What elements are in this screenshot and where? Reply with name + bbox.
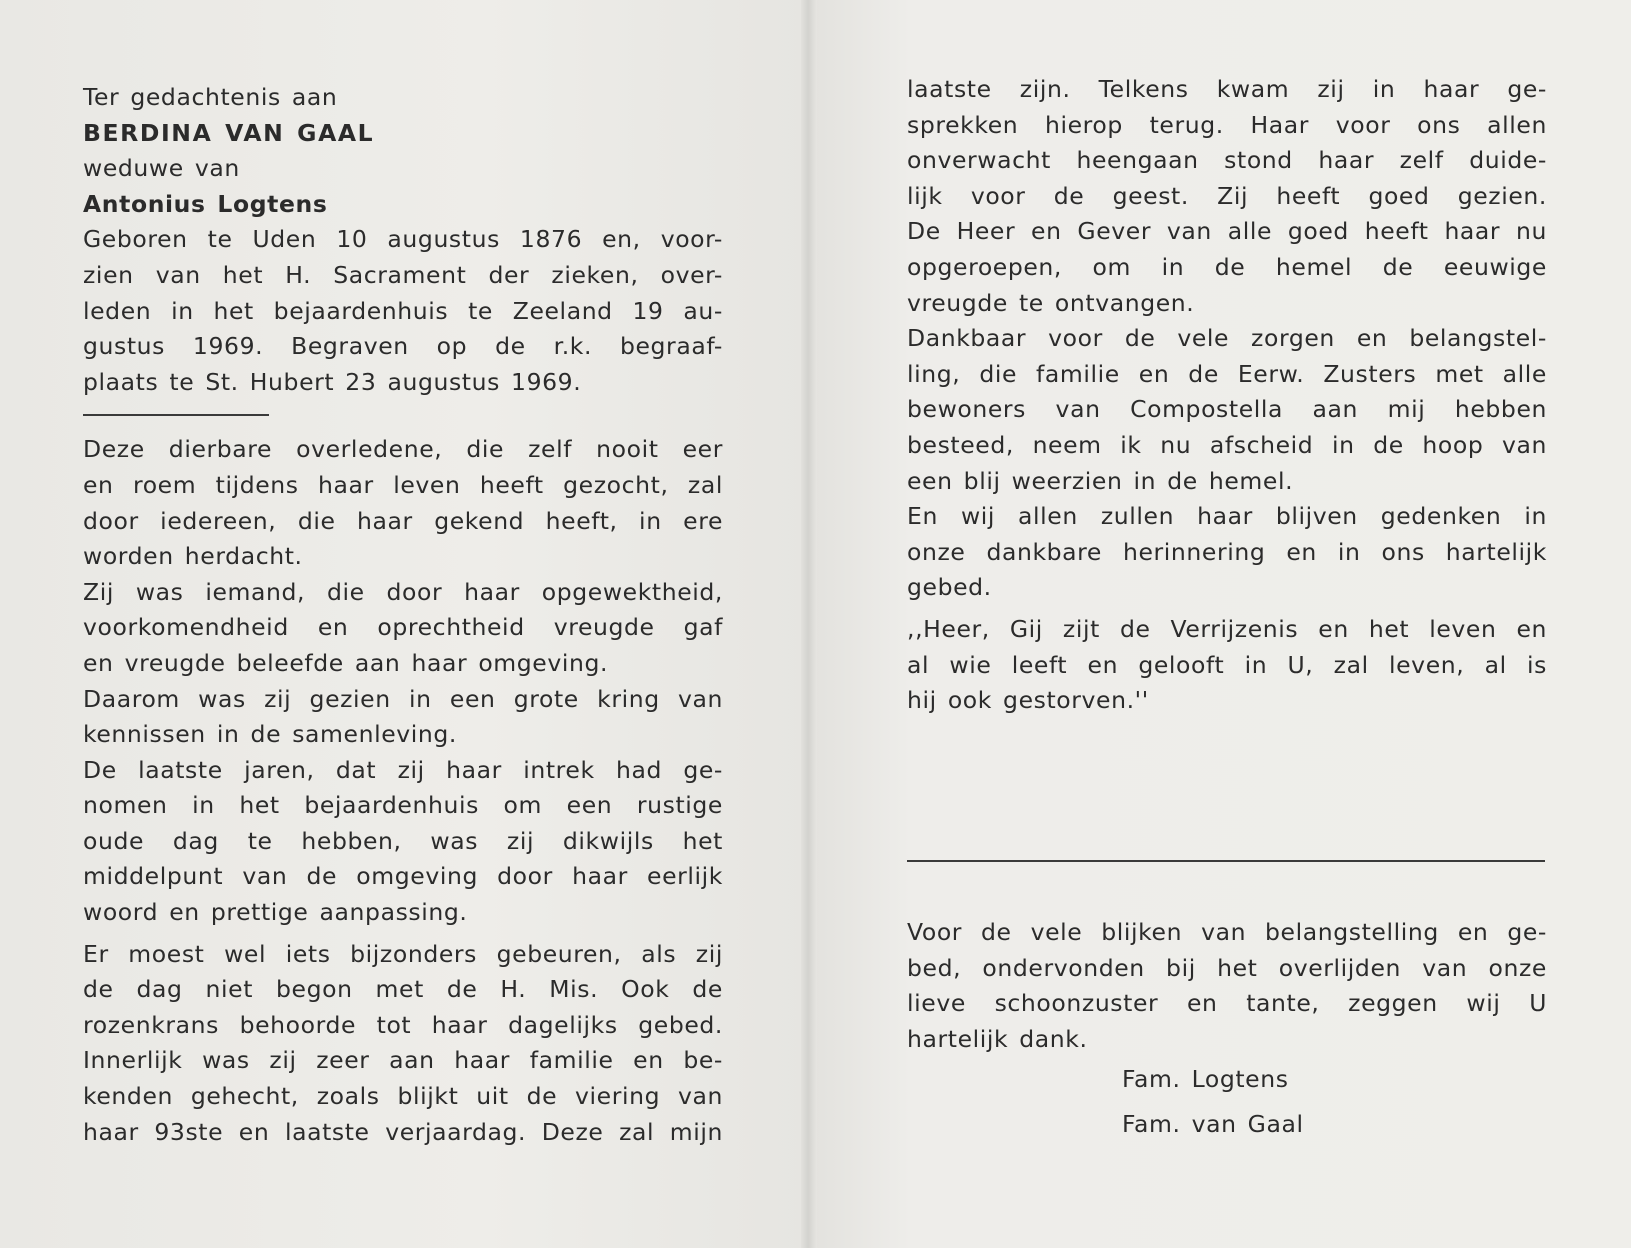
text-line: en roem tijdens haar leven heeft gezocht, zal	[83, 470, 723, 499]
text-line: Geboren te Uden 10 augustus 1876 en, voor-	[83, 225, 723, 254]
text-line: en vreugde beleefde aan haar omgeving.	[83, 648, 609, 677]
text-line: vreugde te ontvangen.	[907, 288, 1195, 317]
text-line: sprekken hierop terug. Haar voor ons allen	[907, 110, 1547, 139]
text-line: gebed.	[907, 573, 992, 602]
divider-long	[907, 860, 1545, 862]
intro-line: weduwe van	[83, 154, 240, 183]
text-line: hij ook gestorven.''	[907, 686, 1149, 715]
deceased-name: BERDINA VAN GAAL	[83, 118, 375, 147]
text-line: oude dag te hebben, was zij dikwijls het	[83, 826, 723, 855]
text-line: Dankbaar voor de vele zorgen en belangstel-	[907, 324, 1547, 353]
text-line: leden in het bejaardenhuis te Zeeland 19 au-	[83, 296, 723, 325]
paragraph	[83, 432, 723, 574]
text-line: ,,Heer, Gij zijt de Verrijzenis en het leven en	[907, 614, 1547, 643]
paragraph	[83, 753, 723, 931]
text-line: door iedereen, die haar gekend heeft, in ere	[83, 506, 723, 535]
text-line: kenden gehecht, zoals blijkt uit de viering van	[83, 1082, 723, 1111]
text-line: haar 93ste en laatste verjaardag. Deze zal mijn	[83, 1117, 723, 1146]
birth-death-block	[83, 222, 723, 400]
quote-paragraph	[907, 612, 1547, 719]
paragraph	[907, 499, 1547, 606]
right-column	[907, 72, 1547, 719]
text-line: gustus 1969. Begraven op de r.k. begraaf-	[83, 332, 723, 361]
text-line: ling, die familie en de Eerw. Zusters met alle	[907, 359, 1547, 388]
text-line: Voor de vele blijken van belangstelling en ge-	[907, 918, 1547, 946]
text-line: bed, ondervonden bij het overlijden van onze	[907, 953, 1547, 982]
paragraph	[83, 682, 723, 753]
text-line: zien van het H. Sacrament der zieken, over-	[83, 260, 723, 289]
paragraph	[907, 321, 1547, 499]
text-line: nomen in het bejaardenhuis om een rustige	[83, 791, 723, 820]
text-line: Er moest wel iets bijzonders gebeuren, als zij	[83, 939, 723, 968]
intro-block	[83, 80, 723, 222]
text-line: De laatste jaren, dat zij haar intrek had ge-	[83, 755, 723, 784]
text-line: de dag niet begon met de H. Mis. Ook de	[83, 975, 723, 1004]
text-line: onverwacht heengaan stond haar zelf duide-	[907, 146, 1547, 175]
text-line: al wie leeft en gelooft in U, zal leven, al is	[907, 650, 1547, 679]
signature-logtens: Fam. Logtens	[1122, 1065, 1289, 1094]
text-line: Daarom was zij gezien in een grote kring van	[83, 684, 723, 713]
text-line: hartelijk dank.	[907, 1024, 1088, 1053]
text-line: Innerlijk was zij zeer aan haar familie en be-	[83, 1046, 723, 1075]
intro-line: Ter gedachtenis aan	[83, 83, 338, 111]
card-fold	[801, 0, 817, 1248]
paragraph	[83, 575, 723, 682]
text-line: En wij allen zullen haar blijven gedenken in	[907, 502, 1547, 531]
text-line: lieve schoonzuster en tante, zeggen wij U	[907, 989, 1547, 1018]
divider-short	[83, 414, 269, 416]
thanks-block	[907, 915, 1547, 1147]
text-line: worden herdacht.	[83, 542, 303, 571]
text-line: onze dankbare herinnering en in ons hartelijk	[907, 537, 1547, 566]
text-line: laatste zijn. Telkens kwam zij in haar ge-	[907, 75, 1547, 103]
text-line: woord en prettige aanpassing.	[83, 898, 468, 927]
paragraph	[83, 937, 723, 1151]
signature-van-gaal: Fam. van Gaal	[1122, 1110, 1304, 1139]
text-line: lijk voor de geest. Zij heeft goed gezien.	[907, 181, 1547, 210]
text-line: besteed, neem ik nu afscheid in de hoop van	[907, 430, 1547, 459]
text-line: De Heer en Gever van alle goed heeft haar nu	[907, 217, 1547, 246]
text-line: Zij was iemand, die door haar opgewektheid,	[83, 577, 723, 606]
text-line: een blij weerzien in de hemel.	[907, 466, 1294, 495]
text-line: Deze dierbare overledene, die zelf nooit eer	[83, 435, 723, 464]
text-line: middelpunt van de omgeving door haar eerlijk	[83, 862, 723, 891]
spouse-name: Antonius Logtens	[83, 189, 328, 218]
text-line: kennissen in de samenleving.	[83, 720, 457, 749]
text-line: opgeroepen, om in de hemel de eeuwige	[907, 252, 1547, 281]
left-column	[83, 80, 723, 1150]
text-line: voorkomendheid en oprechtheid vreugde gaf	[83, 613, 723, 642]
text-line: plaats te St. Hubert 23 augustus 1969.	[83, 367, 582, 396]
text-line: rozenkrans behoorde tot haar dagelijks gebed.	[83, 1010, 723, 1039]
text-line: bewoners van Compostella aan mij hebben	[907, 395, 1547, 424]
paragraph	[907, 72, 1547, 321]
